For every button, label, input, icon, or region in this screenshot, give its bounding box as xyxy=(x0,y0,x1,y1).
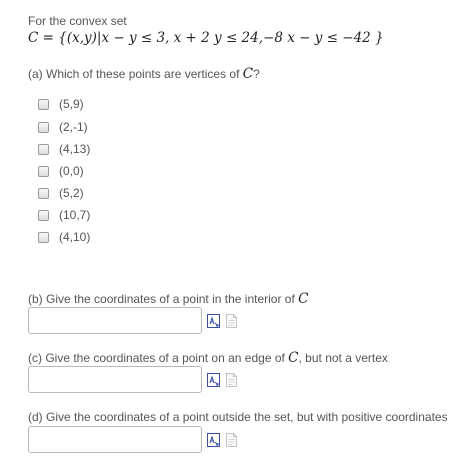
option-5-checkbox[interactable] xyxy=(38,188,49,199)
option-4-label: (0,0) xyxy=(59,164,84,178)
option-6-checkbox[interactable] xyxy=(38,210,49,221)
option-7[interactable] xyxy=(38,229,90,245)
set-body: {(x,y)|x − y ≤ 3, x + 2 y ≤ 24,−8 x − y ≤ −42 } xyxy=(58,30,384,46)
question-c-prefix: (c) Give the coordinates of a point on an edge of xyxy=(28,351,289,365)
question-b-variable: C xyxy=(298,291,309,307)
option-7-label: (4,10) xyxy=(59,230,91,244)
option-6-label: (10,7) xyxy=(59,208,91,222)
question-c xyxy=(28,350,388,366)
option-2[interactable] xyxy=(38,119,88,135)
preview-icon[interactable] xyxy=(225,373,238,387)
option-6[interactable] xyxy=(38,207,90,223)
set-lhs: C xyxy=(28,30,39,46)
option-3[interactable] xyxy=(38,141,90,157)
question-a-prefix: (a) Which of these points are vertices of xyxy=(28,67,243,81)
option-3-checkbox[interactable] xyxy=(38,144,49,155)
question-a-variable: C xyxy=(242,66,254,82)
set-definition xyxy=(28,30,384,46)
answer-c-input[interactable] xyxy=(28,366,202,393)
equation-editor-icon[interactable] xyxy=(207,314,220,328)
answer-b-input[interactable] xyxy=(28,307,202,334)
option-1[interactable] xyxy=(38,96,84,112)
option-2-checkbox[interactable] xyxy=(38,122,49,133)
question-a xyxy=(28,66,260,82)
question-b-prefix: (b) Give the coordinates of a point in the interior of xyxy=(28,292,299,306)
question-d xyxy=(28,410,448,424)
intro-text: For the convex set xyxy=(28,14,127,28)
option-3-label: (4,13) xyxy=(59,142,91,156)
option-4[interactable] xyxy=(38,163,84,179)
option-5[interactable] xyxy=(38,185,84,201)
option-4-checkbox[interactable] xyxy=(38,166,49,177)
question-c-variable: C xyxy=(288,350,299,366)
equation-editor-icon[interactable] xyxy=(207,373,220,387)
question-d-prefix: (d) Give the coordinates of a point outside the set, but with positive coordinates xyxy=(28,410,448,424)
question-b xyxy=(28,291,309,307)
set-equals: = xyxy=(42,30,54,46)
question-c-suffix: , but not a vertex xyxy=(298,351,388,365)
answer-d-input[interactable] xyxy=(28,426,202,453)
preview-icon[interactable] xyxy=(225,433,238,447)
option-7-checkbox[interactable] xyxy=(38,232,49,243)
question-a-suffix: ? xyxy=(253,67,260,81)
option-1-label: (5,9) xyxy=(59,97,84,111)
equation-editor-icon[interactable] xyxy=(207,433,220,447)
option-2-label: (2,-1) xyxy=(59,120,88,134)
preview-icon[interactable] xyxy=(225,314,238,328)
option-5-label: (5,2) xyxy=(59,186,84,200)
option-1-checkbox[interactable] xyxy=(38,99,49,110)
